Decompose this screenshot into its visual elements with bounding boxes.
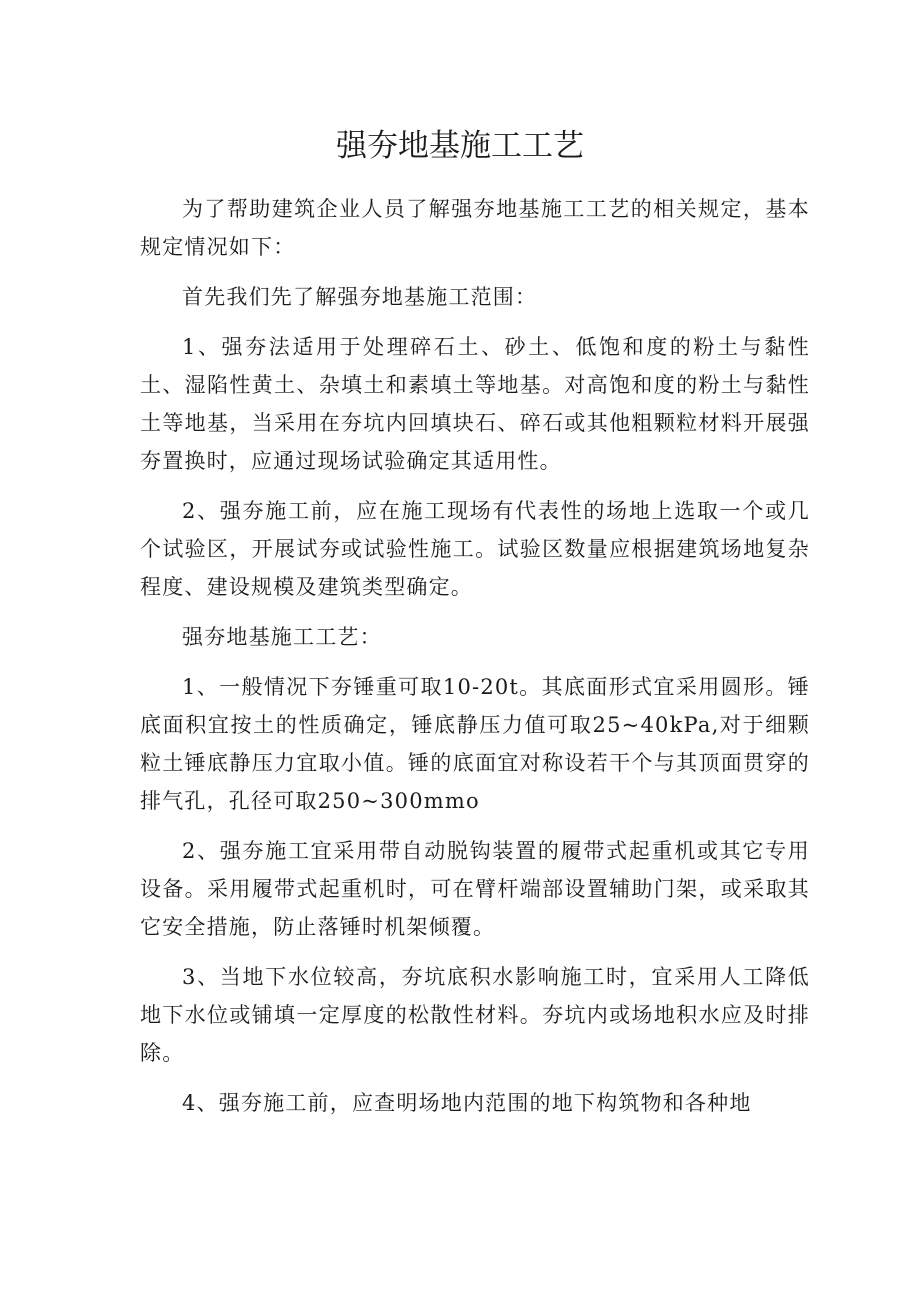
paragraph-intro: 为了帮助建筑企业人员了解强夯地基施工工艺的相关规定，基本规定情况如下： bbox=[140, 197, 810, 259]
paragraph-scope-2: 2、强夯施工前，应在施工现场有代表性的场地上选取一个或几个试验区，开展试夯或试验性施工。试验区数量应根据建筑场地复杂程度、建设规模及建筑类型确定。 bbox=[140, 499, 810, 599]
paragraph-process-2: 2、强夯施工宜采用带自动脱钩装置的履带式起重机或其它专用设备。采用履带式起重机时，可在臂杆端部设置辅助门架，或采取其它安全措施，防止落锤时机架倾覆。 bbox=[140, 839, 810, 939]
paragraph-process-heading: 强夯地基施工工艺： bbox=[182, 625, 382, 649]
paragraph-scope-heading: 首先我们先了解强夯地基施工范围： bbox=[182, 285, 538, 309]
document-body bbox=[140, 190, 810, 1134]
paragraph-process-1: 1、一般情况下夯锤重可取10-20t。其底面形式宜采用圆形。锤底面积宜按土的性质确定，锤底静压力值可取25~40kPa,对于细颗粒土锤底静压力宜取小值。锤的底面宜对称设若干个与其顶面贯穿的排气孔，孔径可取250~300mmo bbox=[140, 675, 810, 813]
paragraph-process-4: 4、强夯施工前，应查明场地内范围的地下构筑物和各种地 bbox=[182, 1091, 752, 1115]
document-title: 强夯地基施工工艺 bbox=[336, 128, 584, 164]
paragraph-process-3: 3、当地下水位较高，夯坑底积水影响施工时，宜采用人工降低地下水位或铺填一定厚度的松散性材料。夯坑内或场地积水应及时排除。 bbox=[140, 965, 810, 1065]
paragraph-scope-1: 1、强夯法适用于处理碎石土、砂土、低饱和度的粉土与黏性土、湿陷性黄土、杂填土和素填土等地基。对高饱和度的粉土与黏性土等地基，当采用在夯坑内回填块石、碎石或其他粗颗粒材料开展强夯置换时，应通过现场试验确定其适用性。 bbox=[140, 335, 810, 473]
